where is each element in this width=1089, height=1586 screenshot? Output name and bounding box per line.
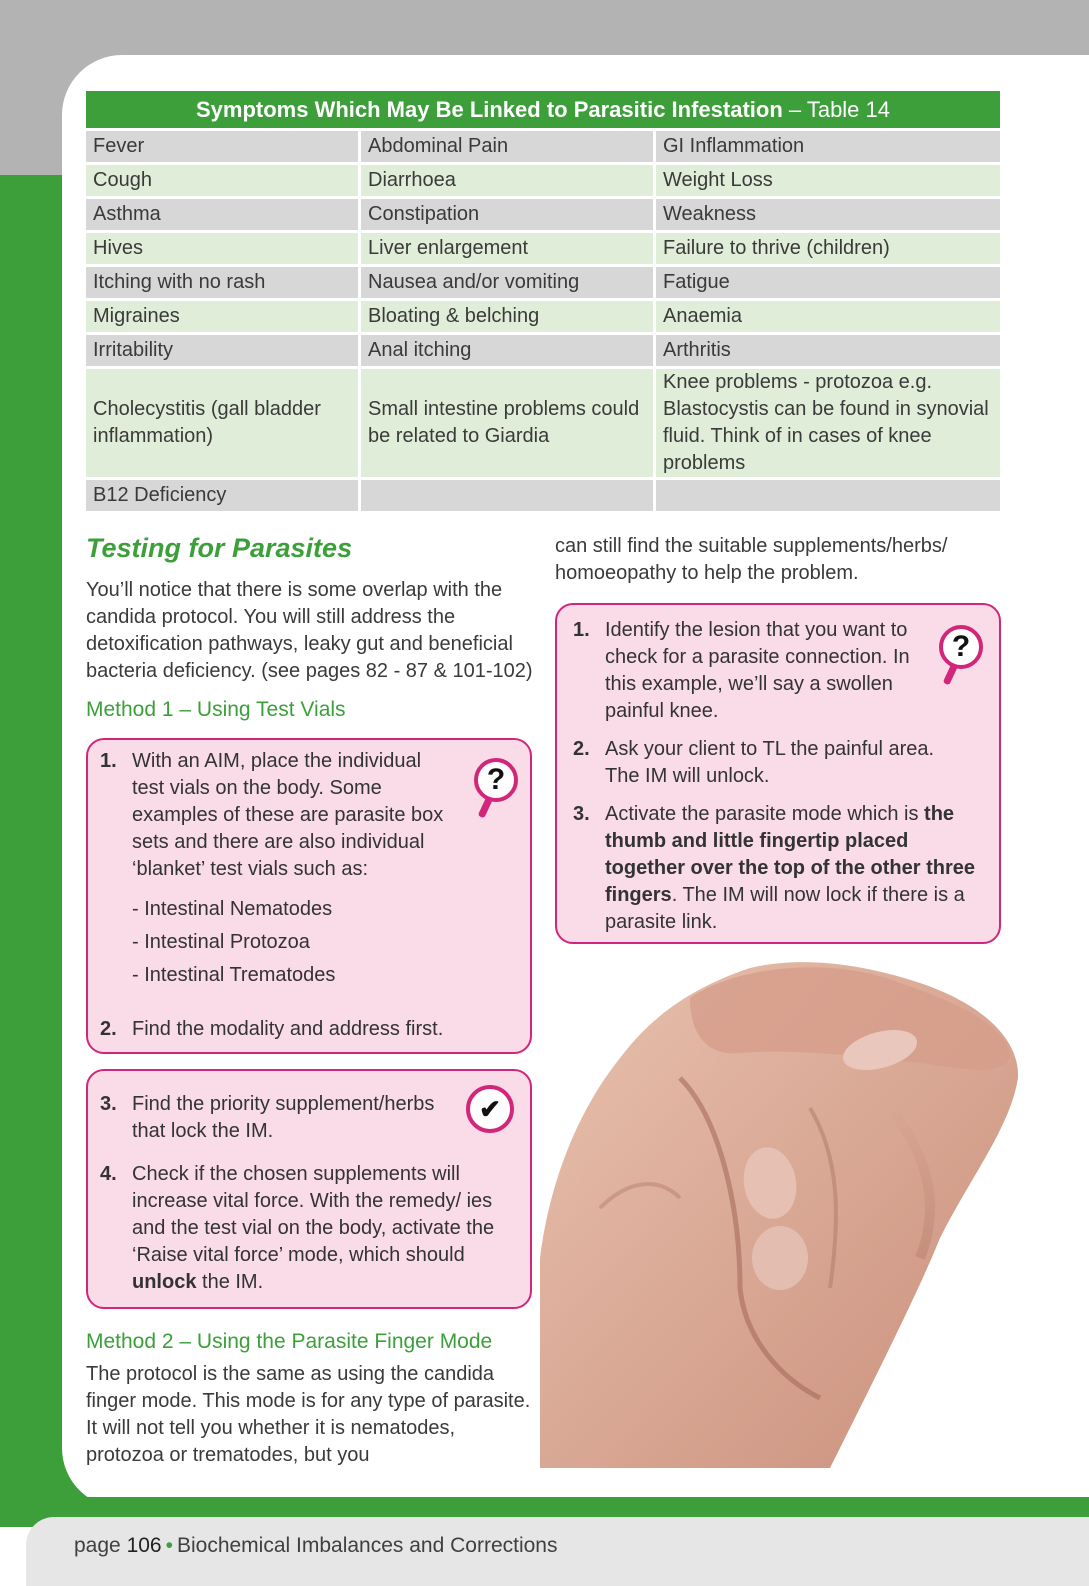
- table-row: [86, 267, 1000, 298]
- symptoms-table: [86, 91, 1000, 514]
- table-cell: Weakness: [656, 199, 1000, 230]
- item-text: Find the priority supplement/herbs that lock the IM.: [132, 1093, 435, 1142]
- table-cell: [361, 480, 653, 511]
- table-row: [86, 199, 1000, 230]
- table-row: [86, 165, 1000, 196]
- table-cell: B12 Deficiency: [86, 480, 358, 511]
- table-cell: Bloating & belching: [361, 301, 653, 332]
- method1-steps-box-continued: [86, 1069, 532, 1309]
- table-title: [86, 91, 1000, 128]
- page-label: page: [74, 1534, 127, 1557]
- question-icon: [939, 625, 983, 669]
- item-number: 3.: [100, 1093, 117, 1115]
- method2-paragraph-continued: can still find the suitable supplements/herbs/ homoeopathy to help the problem.: [555, 535, 948, 584]
- table-cell: Failure to thrive (children): [656, 233, 1000, 264]
- section-heading: Testing for Parasites: [86, 533, 353, 563]
- method1-steps-box: [86, 738, 532, 1054]
- item-text: Check if the chosen supplements will increase vital force. With the remedy/ ies and the test vial on the body, activate the ‘Raise vital force’ mode, which should unlock the IM.: [132, 1163, 495, 1293]
- table-row: [86, 131, 1000, 162]
- item-number: 1.: [573, 619, 590, 641]
- item-text: Ask your client to TL the painful area. The IM will unlock.: [605, 738, 935, 787]
- list-subitem: - Intestinal Protozoa: [132, 931, 310, 953]
- page-number: 106: [126, 1534, 162, 1557]
- list-subitem: - Intestinal Trematodes: [132, 964, 336, 986]
- item-number: 2.: [100, 1018, 117, 1040]
- method2-heading: Method 2 – Using the Parasite Finger Mode: [86, 1330, 493, 1353]
- table-cell: Weight Loss: [656, 165, 1000, 196]
- item-number: 1.: [100, 750, 117, 772]
- item-text: With an AIM, place the individual test vials on the body. Some examples of these are parasite box sets and there are also individual ‘blanket’ test vials such as:: [132, 750, 444, 880]
- hand-illustration: [540, 958, 1030, 1468]
- table-row: [86, 369, 1000, 477]
- table-cell: Asthma: [86, 199, 358, 230]
- footer-text: [74, 1534, 557, 1558]
- table-cell: GI Inflammation: [656, 131, 1000, 162]
- emphasis-text: unlock: [132, 1271, 197, 1293]
- table-cell: Arthritis: [656, 335, 1000, 366]
- method2-steps-box: [555, 603, 1001, 944]
- item-number: 3.: [573, 803, 590, 825]
- table-cell: Diarrhoea: [361, 165, 653, 196]
- list-subitem: - Intestinal Nematodes: [132, 898, 333, 920]
- table-cell: Anaemia: [656, 301, 1000, 332]
- table-row: [86, 335, 1000, 366]
- check-glyph: ✔: [479, 1094, 501, 1124]
- table-cell: Migraines: [86, 301, 358, 332]
- item-number: 4.: [100, 1163, 117, 1185]
- table-title-number: – Table 14: [782, 97, 891, 122]
- method2-paragraph: The protocol is the same as using the candida finger mode. This mode is for any type of parasite. It will not tell you whether it is nematodes, protozoa or trematodes, but you: [86, 1363, 531, 1466]
- item-text: Identify the lesion that you want to check for a parasite connection. In this example, we’ll say a swollen painful knee.: [605, 619, 910, 722]
- check-icon: [466, 1085, 514, 1133]
- question-glyph: ?: [486, 763, 506, 796]
- table-row: [86, 480, 1000, 511]
- table-cell: Knee problems - protozoa e.g. Blastocystis can be found in synovial fluid. Think of in cases of knee problems: [656, 369, 1000, 477]
- table-cell: Nausea and/or vomiting: [361, 267, 653, 298]
- table-cell: Abdominal Pain: [361, 131, 653, 162]
- table-cell: Itching with no rash: [86, 267, 358, 298]
- table-cell: Anal itching: [361, 335, 653, 366]
- table-cell: Small intestine problems could be related to Giardia: [361, 369, 653, 477]
- method1-heading: Method 1 – Using Test Vials: [86, 698, 346, 721]
- item-text: Activate the parasite mode which is the thumb and little fingertip placed together over the top of the other three fingers. The IM will now lock if there is a parasite link.: [605, 803, 976, 933]
- table-cell: [656, 480, 1000, 511]
- table-cell: Liver enlargement: [361, 233, 653, 264]
- table-row: [86, 233, 1000, 264]
- item-number: 2.: [573, 738, 590, 760]
- question-glyph: ?: [951, 630, 971, 663]
- page-footer: [26, 1517, 1089, 1586]
- table-cell: Cough: [86, 165, 358, 196]
- intro-paragraph: You’ll notice that there is some overlap with the candida protocol. You will still address the detoxification pathways, leaky gut and beneficial bacteria deficiency. (see pages 82 - 87 & 101-102): [86, 579, 533, 682]
- chapter-title: Biochemical Imbalances and Corrections: [176, 1534, 558, 1557]
- table-cell: Hives: [86, 233, 358, 264]
- footer-separator: •: [165, 1534, 173, 1557]
- table-title-main: Symptoms Which May Be Linked to Parasitic Infestation: [195, 97, 783, 122]
- emphasis-text: the thumb and little fingertip placed together over the top of the other three fingers: [605, 803, 976, 906]
- table-cell: Irritability: [86, 335, 358, 366]
- symptoms-grid: [83, 128, 1003, 514]
- item-text: Find the modality and address first.: [132, 1018, 444, 1040]
- question-icon: [474, 758, 518, 802]
- table-row: [86, 301, 1000, 332]
- table-cell: Constipation: [361, 199, 653, 230]
- table-cell: Fatigue: [656, 267, 1000, 298]
- table-cell: Cholecystitis (gall bladder inflammation): [86, 369, 358, 477]
- table-cell: Fever: [86, 131, 358, 162]
